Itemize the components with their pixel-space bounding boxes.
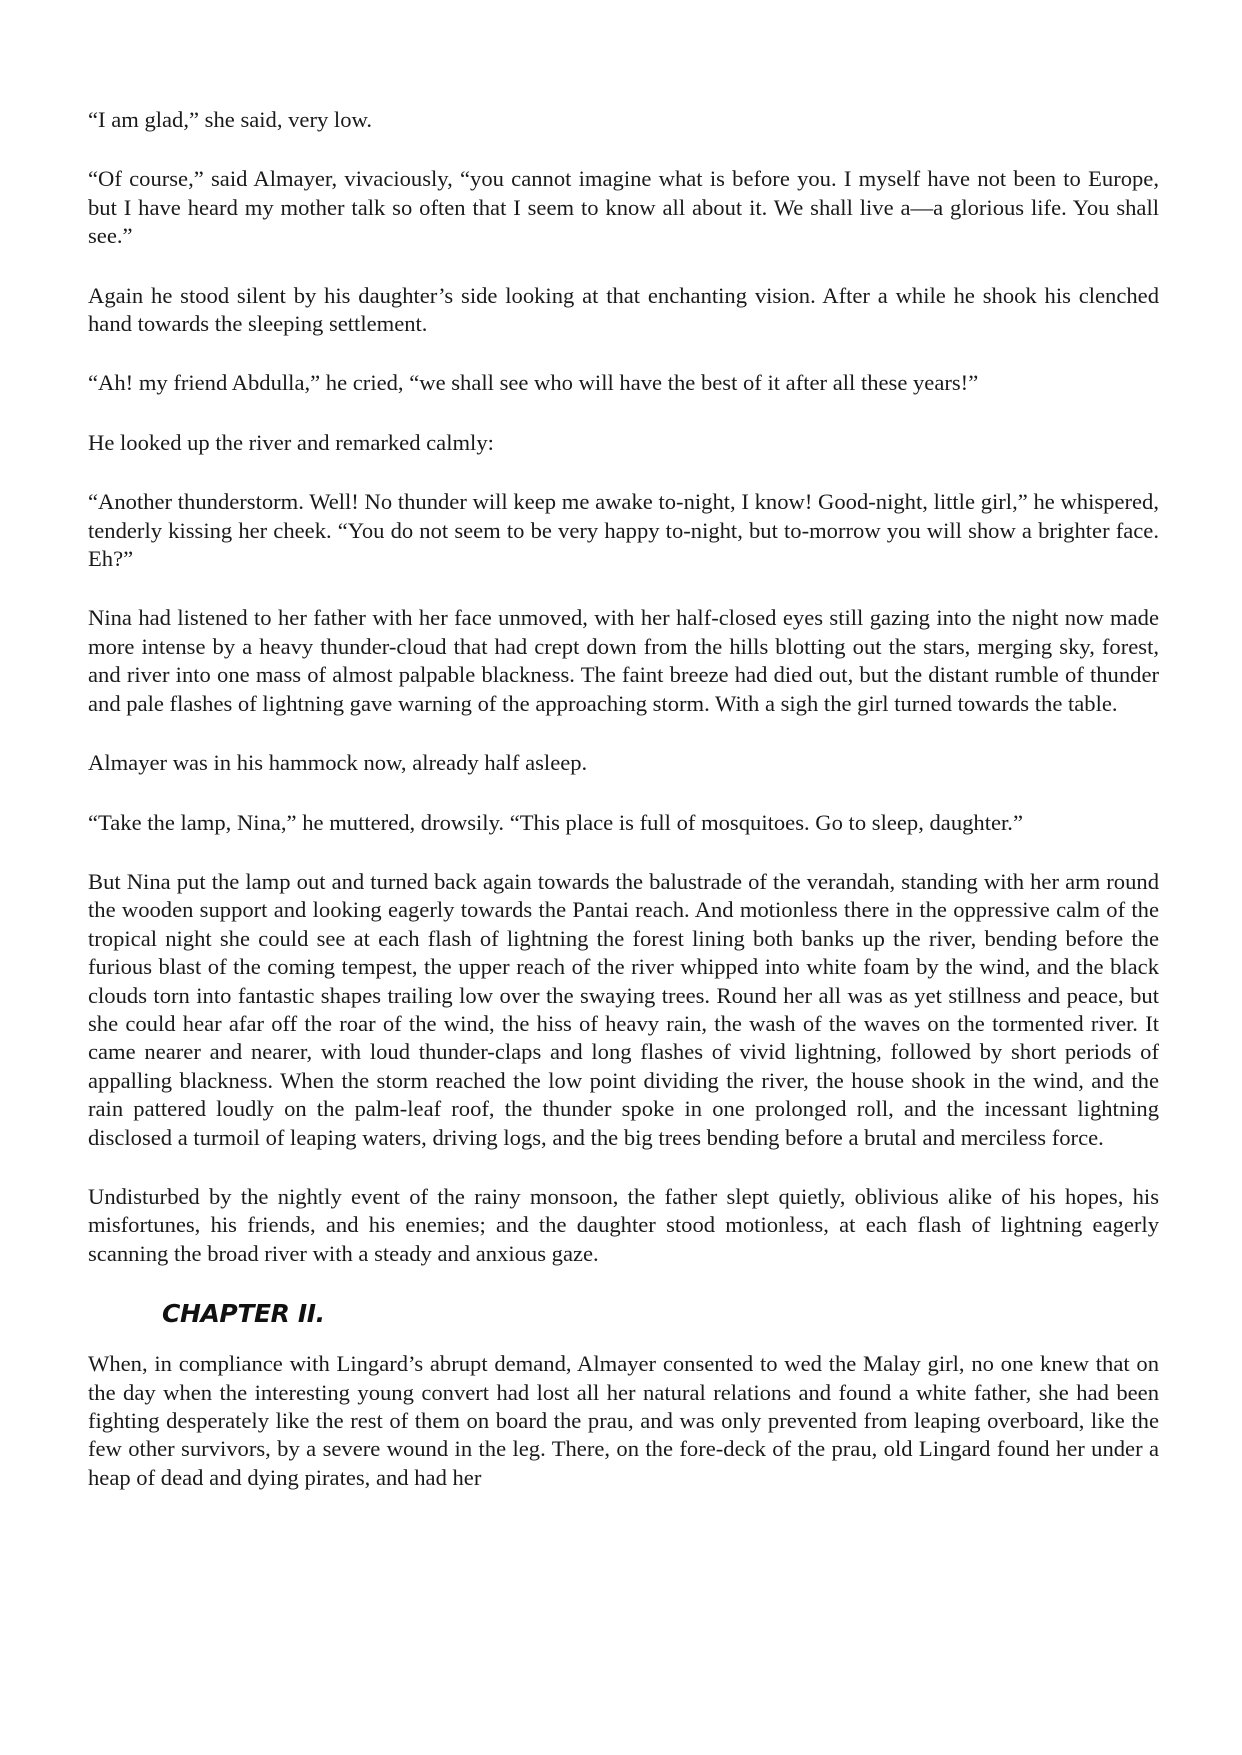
paragraph-of-course: “Of course,” said Almayer, vivaciously, “you cannot imagine what is before you. I myself have not been to Europe, but I have heard my mother talk so often that I seem to know all about it. We shall live a—a glorious life. You shall see.” bbox=[88, 166, 1159, 249]
paragraph-abdulla: “Ah! my friend Abdulla,” he cried, “we shall see who will have the best of it after all these years!” bbox=[88, 370, 979, 396]
paragraph-glad: “I am glad,” she said, very low. bbox=[88, 107, 372, 132]
document-page bbox=[88, 106, 1159, 1523]
paragraph-looked-up: He looked up the river and remarked calmly: bbox=[88, 429, 494, 455]
paragraph-undisturbed: Undisturbed by the nightly event of the rainy monsoon, the father slept quietly, oblivious alike of his hopes, his misfortunes, his friends, and his enemies; and the daughter stood motionless, at each flash of lightning eagerly scanning the broad river with a steady and anxious gaze. bbox=[88, 1183, 1159, 1266]
paragraph-thunderstorm: “Another thunderstorm. Well! No thunder will keep me awake to-night, I know! Good-night, little girl,” he whispered, tenderly kissing her cheek. “You do not seem to be very happy to-night, but to-morrow you will show a brighter face. Eh?” bbox=[88, 489, 1159, 572]
paragraph-storm: But Nina put the lamp out and turned back again towards the balustrade of the verandah, standing with her arm round the wooden support and looking eagerly towards the Pantai reach. And motionless there in the oppressive calm of the tropical night she could see at each flash of lightning the forest lining both banks up the river, bending before the furious blast of the coming tempest, the upper reach of the river whipped into white foam by the wind, and the black clouds torn into fantastic shapes trailing low over the swaying trees. Round her all was as yet stillness and peace, but she could hear afar off the roar of the wind, the hiss of heavy rain, the wash of the waves on the tormented river. It came nearer and nearer, with loud thunder-claps and long flashes of vivid lightning, followed by short periods of appalling blackness. When the storm reached the low point dividing the river, the house shook in the wind, and the rain pattered loudly on the palm-leaf roof, the thunder spoke in one prolonged roll, and the incessant lightning disclosed a turmoil of leaping waters, driving logs, and the big trees bending before a brutal and merciless force. bbox=[88, 868, 1159, 1150]
chapter-heading: CHAPTER II. bbox=[162, 1299, 325, 1329]
paragraph-hammock: Almayer was in his hammock now, already half asleep. bbox=[88, 750, 588, 776]
paragraph-lingard-demand: When, in compliance with Lingard’s abrupt demand, Almayer consented to wed the Malay girl, no one knew that on the day when the interesting young convert had lost all her natural relations and found a white father, she had been fighting desperately like the rest of them on board the prau, and was only prevented from leaping overboard, like the few other survivors, by a severe wound in the leg. There, on the fore-deck of the prau, old Lingard found her under a heap of dead and dying pirates, and had her bbox=[88, 1351, 1159, 1490]
paragraph-take-lamp: “Take the lamp, Nina,” he muttered, drowsily. “This place is full of mosquitoes. Go to sleep, daughter.” bbox=[88, 809, 1023, 835]
paragraph-again-silent: Again he stood silent by his daughter’s side looking at that enchanting vision. After a while he shook his clenched hand towards the sleeping settlement. bbox=[88, 282, 1159, 337]
paragraph-nina-listened: Nina had listened to her father with her face unmoved, with her half-closed eyes still gazing into the night now made more intense by a heavy thunder-cloud that had crept down from the hills blotting out the stars, merging sky, forest, and river into one mass of almost palpable blackness. The faint breeze had died out, but the distant rumble of thunder and pale flashes of lightning gave warning of the approaching storm. With a sigh the girl turned towards the table. bbox=[88, 605, 1159, 716]
